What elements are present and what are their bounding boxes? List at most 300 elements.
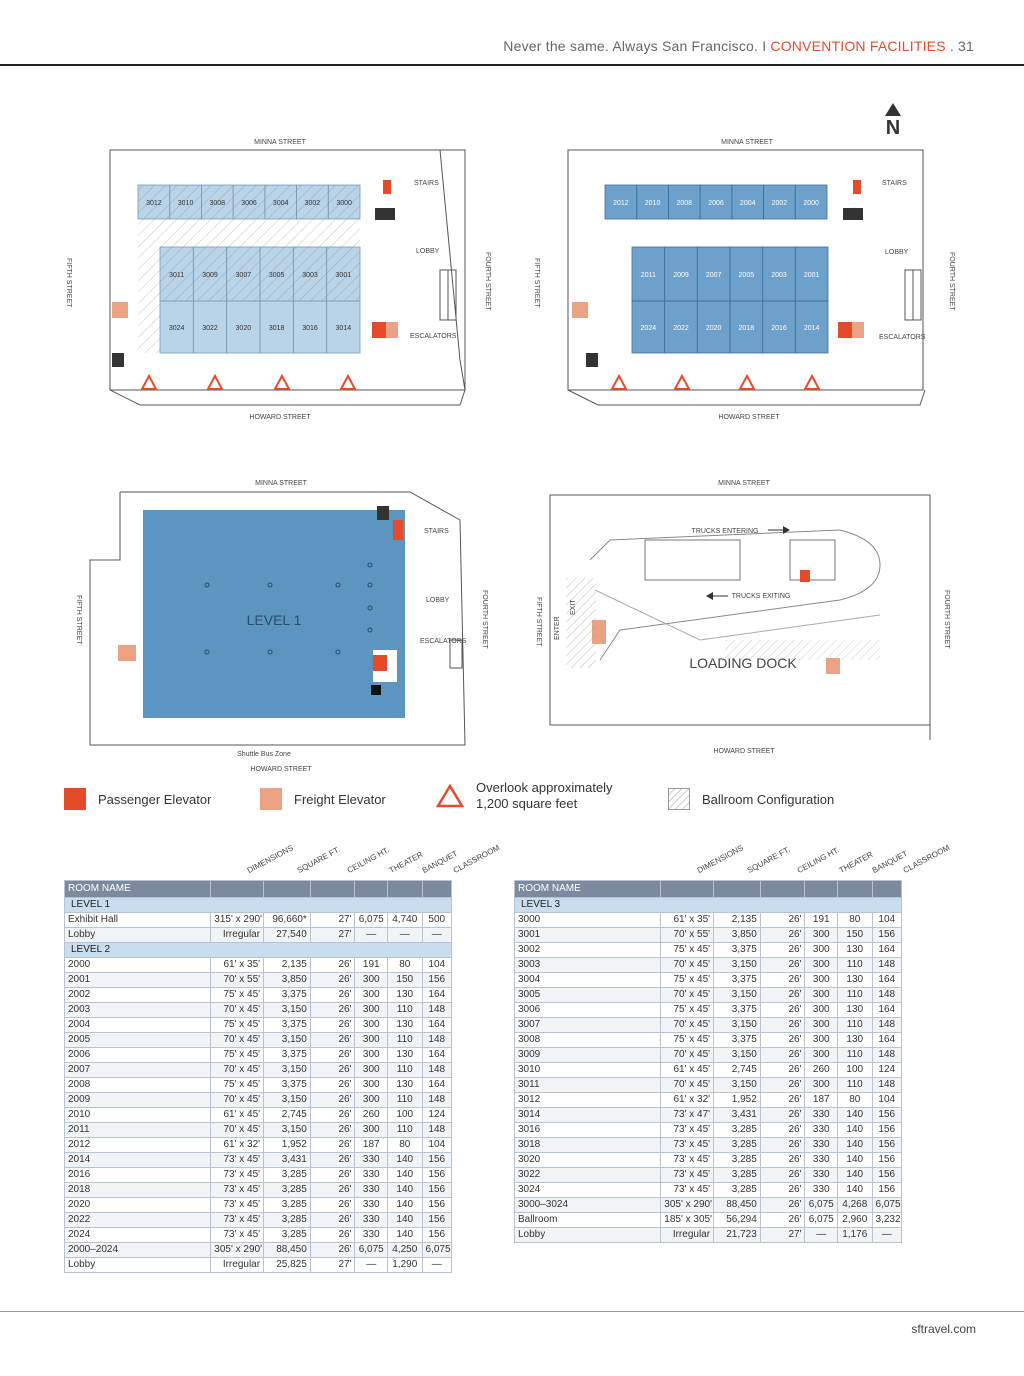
table-cell: — (387, 928, 422, 943)
room-name-cell: 3004 (515, 973, 661, 988)
column-header: BANQUET (870, 848, 910, 875)
table-cell: 300 (805, 973, 838, 988)
room-label: 2001 (803, 272, 820, 279)
ballroom-hatch-icon (668, 788, 690, 810)
table-cell: 73' x 45' (661, 1138, 714, 1153)
table-cell: 61' x 45' (661, 1063, 714, 1078)
level-row (65, 943, 452, 958)
right-table-header-row (515, 881, 902, 898)
room-label: 3024 (168, 325, 185, 332)
table-cell: 26' (760, 1198, 805, 1213)
table-cell: 150 (387, 973, 422, 988)
room-label: 2003 (771, 272, 787, 279)
legend-overlook-line2: 1,200 square feet (476, 796, 578, 811)
room-label: 3010 (177, 200, 194, 207)
table-cell: 75' x 45' (211, 988, 264, 1003)
table-row (65, 1033, 452, 1048)
room-name-cell: 3000 (515, 913, 661, 928)
table-cell: 80 (837, 913, 872, 928)
room-name-cell: 3024 (515, 1183, 661, 1198)
table-cell: 3,431 (714, 1108, 761, 1123)
c-fifth-label: FIFTH STREET (75, 595, 82, 645)
table-cell: 26' (310, 1078, 355, 1093)
table-cell: 27,540 (264, 928, 311, 943)
room-label: 3009 (202, 272, 218, 279)
table-cell: 130 (387, 988, 422, 1003)
column-header: CEILING HT. (345, 845, 391, 875)
table-cell: 3,285 (264, 1183, 311, 1198)
room-label: 3022 (202, 325, 218, 332)
table-cell: 3,285 (714, 1123, 761, 1138)
table-cell: 26' (760, 1138, 805, 1153)
table-cell: 300 (805, 988, 838, 1003)
table-cell: 6,075 (355, 913, 388, 928)
table-cell: 6,075 (355, 1243, 388, 1258)
table-cell: 100 (837, 1063, 872, 1078)
table-cell: 3,285 (264, 1198, 311, 1213)
table-cell: 61' x 32' (211, 1138, 264, 1153)
table-row (515, 1093, 902, 1108)
b-fourth-label: FOURTH STREET (948, 252, 955, 311)
table-cell: 6,075 (805, 1213, 838, 1228)
table-cell: 73' x 45' (211, 1183, 264, 1198)
table-row (515, 943, 902, 958)
table-cell: 70' x 45' (211, 1003, 264, 1018)
table-cell: 26' (310, 1093, 355, 1108)
table-row (515, 1168, 902, 1183)
table-cell: 1,952 (264, 1138, 311, 1153)
table-row (515, 1033, 902, 1048)
table-cell: 164 (422, 1048, 451, 1063)
right-room-table (514, 880, 902, 1243)
b-fifth-label: FIFTH STREET (533, 258, 540, 308)
table-row (65, 1153, 452, 1168)
table-row (65, 1003, 452, 1018)
a-escalators-label: ESCALATORS (410, 333, 457, 340)
table-cell: 73' x 45' (211, 1153, 264, 1168)
table-cell: 73' x 45' (661, 1123, 714, 1138)
room-label: 3004 (272, 200, 289, 207)
room-label: 2014 (803, 325, 820, 332)
table-cell: 6,075 (872, 1198, 901, 1213)
room-name-cell: 3011 (515, 1078, 661, 1093)
table-cell: 164 (422, 1018, 451, 1033)
table-cell: 300 (805, 1078, 838, 1093)
room-name-cell: 2008 (65, 1078, 211, 1093)
table-cell: 26' (310, 1243, 355, 1258)
room-name-header: ROOM NAME (515, 881, 661, 898)
table-cell: 73' x 45' (661, 1153, 714, 1168)
table-cell: 75' x 45' (661, 1003, 714, 1018)
table-row (515, 1063, 902, 1078)
level-label: LEVEL 2 (65, 943, 452, 958)
freight-elevator-swatch (260, 788, 282, 810)
table-cell: 26' (310, 1033, 355, 1048)
room-name-cell: 3000–3024 (515, 1198, 661, 1213)
table-cell: 73' x 45' (211, 1168, 264, 1183)
table-cell: 26' (760, 1093, 805, 1108)
table-cell: 3,375 (714, 943, 761, 958)
table-cell: 27' (310, 913, 355, 928)
table-cell: 70' x 45' (661, 1048, 714, 1063)
exit-label: EXIT (570, 599, 577, 615)
table-cell: 110 (837, 1048, 872, 1063)
table-cell: 25,825 (264, 1258, 311, 1273)
table-cell: 3,150 (264, 1093, 311, 1108)
a-howard-label: HOWARD STREET (249, 414, 311, 421)
table-cell: 148 (872, 1018, 901, 1033)
table-row (515, 1138, 902, 1153)
table-cell: 26' (760, 1048, 805, 1063)
room-name-cell: 2024 (65, 1228, 211, 1243)
table-cell: 148 (872, 988, 901, 1003)
table-cell: 26' (760, 943, 805, 958)
level-row (65, 898, 452, 913)
room-label: 2018 (738, 325, 755, 332)
table-cell: 70' x 45' (661, 958, 714, 973)
table-cell: 140 (387, 1183, 422, 1198)
table-cell: 61' x 35' (211, 958, 264, 973)
table-cell: 300 (355, 1123, 388, 1138)
table-cell: 148 (872, 1078, 901, 1093)
table-cell: 3,150 (714, 1048, 761, 1063)
table-cell: 3,232 (872, 1213, 901, 1228)
room-label: 3011 (169, 272, 185, 279)
table-cell: 73' x 45' (211, 1213, 264, 1228)
table-cell: 140 (837, 1168, 872, 1183)
room-label: 2005 (738, 272, 755, 279)
room-label: 3012 (146, 200, 162, 207)
room-label: 2024 (640, 325, 657, 332)
table-cell: 330 (355, 1213, 388, 1228)
a-stairs-label: STAIRS (414, 180, 439, 187)
table-cell: 4,268 (837, 1198, 872, 1213)
table-cell: 140 (837, 1183, 872, 1198)
table-cell: 1,952 (714, 1093, 761, 1108)
table-cell: 2,135 (714, 913, 761, 928)
table-cell: 140 (837, 1108, 872, 1123)
table-row (65, 1093, 452, 1108)
table-cell: 156 (872, 1153, 901, 1168)
table-cell: 187 (805, 1093, 838, 1108)
table-cell: 73' x 45' (211, 1198, 264, 1213)
table-cell: 330 (355, 1198, 388, 1213)
north-label: N (885, 117, 901, 139)
table-cell: 4,740 (387, 913, 422, 928)
table-cell: 75' x 45' (211, 1018, 264, 1033)
room-label: 3006 (241, 200, 257, 207)
table-cell: 3,150 (264, 1033, 311, 1048)
table-cell: 75' x 45' (661, 943, 714, 958)
table-cell: 26' (310, 1168, 355, 1183)
table-cell: 3,375 (714, 1003, 761, 1018)
table-cell: 156 (872, 1138, 901, 1153)
table-cell: 300 (805, 943, 838, 958)
room-label: 2002 (771, 200, 788, 207)
table-cell: 3,375 (264, 1018, 311, 1033)
table-cell: 3,150 (714, 958, 761, 973)
table-cell: 330 (355, 1168, 388, 1183)
b-minna-label: MINNA STREET (721, 139, 773, 146)
table-cell: 300 (805, 958, 838, 973)
table-cell: 1,176 (837, 1228, 872, 1243)
table-row (515, 1213, 902, 1228)
legend-ballroom (668, 788, 834, 810)
room-name-cell: 2022 (65, 1213, 211, 1228)
legend-passenger-label: Passenger Elevator (98, 791, 212, 807)
table-cell: 148 (422, 1033, 451, 1048)
table-cell: 330 (355, 1153, 388, 1168)
room-label: 3003 (302, 272, 318, 279)
room-name-cell: 2002 (65, 988, 211, 1003)
table-cell: 70' x 45' (211, 1033, 264, 1048)
room-name-cell: 3014 (515, 1108, 661, 1123)
table-cell: 330 (805, 1168, 838, 1183)
table-cell: 26' (310, 1183, 355, 1198)
room-name-header: ROOM NAME (65, 881, 211, 898)
table-row (515, 1123, 902, 1138)
table-cell: 300 (805, 1048, 838, 1063)
column-header: DIMENSIONS (695, 843, 745, 875)
table-cell: 148 (872, 1048, 901, 1063)
table-cell: — (355, 1258, 388, 1273)
d-minna-label: MINNA STREET (718, 480, 770, 487)
table-cell: 26' (310, 1228, 355, 1243)
room-name-cell: 2016 (65, 1168, 211, 1183)
table-cell: 140 (837, 1138, 872, 1153)
table-cell: 156 (422, 1213, 451, 1228)
table-cell: 3,850 (714, 928, 761, 943)
table-cell: 70' x 45' (661, 988, 714, 1003)
table-cell: 26' (310, 988, 355, 1003)
table-cell: 3,850 (264, 973, 311, 988)
table-cell: 300 (355, 1003, 388, 1018)
table-row (515, 913, 902, 928)
table-cell: 3,375 (714, 1033, 761, 1048)
room-name-cell: 2014 (65, 1153, 211, 1168)
table-cell: 26' (760, 1018, 805, 1033)
trucks-entering-label: TRUCKS ENTERING (691, 528, 759, 535)
table-cell: 26' (310, 1198, 355, 1213)
table-cell: 70' x 45' (661, 1078, 714, 1093)
table-cell: 315' x 290' (211, 913, 264, 928)
table-row (65, 1198, 452, 1213)
room-name-cell: 3009 (515, 1048, 661, 1063)
table-cell: 330 (805, 1183, 838, 1198)
table-cell: 110 (837, 1078, 872, 1093)
room-name-cell: 3022 (515, 1168, 661, 1183)
table-cell: 3,431 (264, 1153, 311, 1168)
legend-passenger (64, 788, 211, 810)
table-cell: 148 (422, 1123, 451, 1138)
table-cell: 26' (760, 958, 805, 973)
table-cell: 140 (387, 1228, 422, 1243)
legend-overlook-line1: Overlook approximately (476, 780, 613, 795)
table-cell: 164 (872, 943, 901, 958)
table-row (515, 1228, 902, 1243)
table-cell: 156 (422, 1228, 451, 1243)
table-cell: 26' (310, 1213, 355, 1228)
room-name-cell: 3016 (515, 1123, 661, 1138)
room-name-cell: 3002 (515, 943, 661, 958)
room-label: 2009 (673, 272, 689, 279)
table-cell: 110 (387, 1033, 422, 1048)
table-cell: 148 (422, 1003, 451, 1018)
table-cell: 26' (760, 1078, 805, 1093)
table-cell: 156 (872, 928, 901, 943)
table-cell: 27' (310, 928, 355, 943)
column-header: CLASSROOM (901, 843, 952, 875)
room-label: 2004 (739, 200, 756, 207)
room-name-cell: 3001 (515, 928, 661, 943)
north-arrow-icon (885, 103, 901, 139)
c-stairs-label: STAIRS (424, 528, 449, 535)
table-cell: 300 (355, 988, 388, 1003)
table-cell: 156 (422, 1198, 451, 1213)
table-row (65, 973, 452, 988)
room-name-cell: 2010 (65, 1108, 211, 1123)
table-cell: 75' x 45' (211, 1048, 264, 1063)
table-cell: 100 (387, 1108, 422, 1123)
shuttle-label: Shuttle Bus Zone (237, 751, 291, 758)
room-name-cell: 2012 (65, 1138, 211, 1153)
table-cell: 26' (760, 1123, 805, 1138)
a-minna-label: MINNA STREET (254, 139, 306, 146)
table-cell: 164 (872, 1003, 901, 1018)
trucks-exiting-arrow-icon (706, 592, 728, 600)
table-cell: 500 (422, 913, 451, 928)
table-cell: 300 (355, 1048, 388, 1063)
table-row (515, 1183, 902, 1198)
table-cell: 110 (387, 1123, 422, 1138)
table-cell: 26' (760, 913, 805, 928)
table-cell: 26' (310, 1018, 355, 1033)
b-escalators-label: ESCALATORS (879, 334, 926, 341)
c-escalators-label: ESCALATORS (420, 638, 467, 645)
room-label: 3000 (336, 200, 352, 207)
room-label: 2008 (676, 200, 693, 207)
table-cell: — (422, 928, 451, 943)
room-name-cell: 3020 (515, 1153, 661, 1168)
table-row (65, 1063, 452, 1078)
table-cell: 110 (387, 1003, 422, 1018)
table-row (65, 1228, 452, 1243)
table-cell: 3,285 (264, 1168, 311, 1183)
table-row (515, 1003, 902, 1018)
table-cell: 26' (760, 1033, 805, 1048)
table-cell: 75' x 45' (661, 973, 714, 988)
table-cell: 80 (837, 1093, 872, 1108)
table-row (65, 1078, 452, 1093)
table-row (515, 1153, 902, 1168)
table-row (65, 913, 452, 928)
room-name-cell: 2004 (65, 1018, 211, 1033)
table-cell: 130 (387, 1048, 422, 1063)
level-3-floor-plan (110, 150, 465, 405)
table-row (515, 1198, 902, 1213)
table-cell: 3,285 (714, 1153, 761, 1168)
level-2-floor-plan (568, 150, 925, 405)
table-cell: 26' (760, 1063, 805, 1078)
table-cell: 156 (872, 1123, 901, 1138)
table-cell: 3,285 (714, 1138, 761, 1153)
table-cell: 3,150 (264, 1063, 311, 1078)
table-cell: 3,285 (714, 1168, 761, 1183)
table-cell: 300 (805, 1018, 838, 1033)
a-fourth-label: FOURTH STREET (484, 252, 491, 311)
table-cell: 4,250 (387, 1243, 422, 1258)
room-label: 3014 (335, 325, 352, 332)
table-cell: 300 (355, 1033, 388, 1048)
table-cell: 140 (837, 1123, 872, 1138)
table-cell: 156 (422, 1153, 451, 1168)
table-cell: 73' x 47' (661, 1108, 714, 1123)
table-cell: 148 (422, 1063, 451, 1078)
room-name-cell: Exhibit Hall (65, 913, 211, 928)
trucks-exiting-label: TRUCKS EXITING (731, 593, 791, 600)
d-fourth-label: FOURTH STREET (943, 590, 950, 649)
table-cell: 140 (387, 1198, 422, 1213)
overlook-triangle-icon (436, 784, 464, 808)
room-label: 2020 (705, 325, 722, 332)
table-row (65, 1243, 452, 1258)
table-cell: 70' x 45' (211, 1063, 264, 1078)
table-cell: — (355, 928, 388, 943)
column-header: SQUARE FT. (745, 844, 792, 875)
header-tagline: Never the same. Always San Francisco. I (503, 38, 771, 54)
enter-label: ENTER (554, 616, 561, 640)
table-row (65, 1108, 452, 1123)
room-label: 3002 (304, 200, 321, 207)
table-cell: 70' x 55' (661, 928, 714, 943)
left-table-header-row (65, 881, 452, 898)
table-cell: 110 (387, 1063, 422, 1078)
table-cell: 130 (837, 1003, 872, 1018)
table-cell: 26' (760, 973, 805, 988)
table-row (515, 1108, 902, 1123)
a-overlook-icons (142, 376, 355, 389)
table-cell: 3,285 (264, 1213, 311, 1228)
table-cell: 140 (387, 1153, 422, 1168)
table-cell: 2,960 (837, 1213, 872, 1228)
table-cell: 80 (387, 1138, 422, 1153)
table-cell: 70' x 45' (211, 1123, 264, 1138)
table-row (515, 988, 902, 1003)
table-cell: 130 (837, 973, 872, 988)
table-row (65, 1123, 452, 1138)
room-name-cell: 2001 (65, 973, 211, 988)
table-cell: 104 (422, 1138, 451, 1153)
passenger-elevator-swatch (64, 788, 86, 810)
table-cell: 88,450 (714, 1198, 761, 1213)
table-cell: 3,375 (714, 973, 761, 988)
table-cell: 2,135 (264, 958, 311, 973)
room-label: 3001 (335, 272, 352, 279)
table-cell: 26' (760, 1168, 805, 1183)
table-cell: 300 (805, 928, 838, 943)
room-name-cell: 3007 (515, 1018, 661, 1033)
table-cell: Irregular (661, 1228, 714, 1243)
table-cell: 56,294 (714, 1213, 761, 1228)
table-cell: 3,375 (264, 1048, 311, 1063)
table-cell: 156 (872, 1108, 901, 1123)
b-overlook-icons (612, 376, 819, 389)
table-row (65, 1138, 452, 1153)
b-stairs-label: STAIRS (882, 180, 907, 187)
table-cell: 148 (422, 1093, 451, 1108)
table-cell: 73' x 45' (661, 1183, 714, 1198)
d-fifth-label: FIFTH STREET (535, 597, 542, 647)
